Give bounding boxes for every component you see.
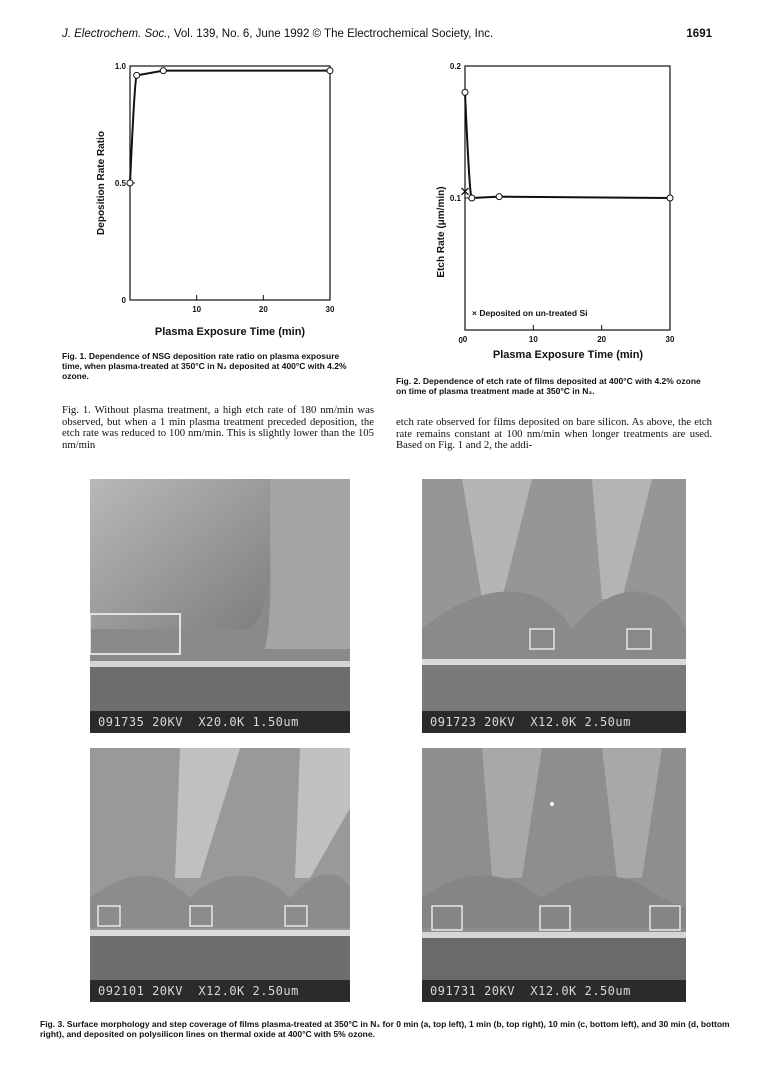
running-header xyxy=(62,28,712,44)
f2-x-tick-label: 30 xyxy=(665,335,675,344)
f1-data-point xyxy=(327,68,333,74)
f1-y-tick-label: 0.5 xyxy=(114,179,126,188)
sem-label-d: 091731 20KV X12.0K 2.50um xyxy=(422,980,686,1002)
fig2-x-axis-label: Plasma Exposure Time (min) xyxy=(492,349,644,361)
f2-data-point xyxy=(462,89,468,95)
fig1-y-axis-label: Deposition Rate Ratio xyxy=(96,131,107,235)
sem-label-a: 091735 20KV X20.0K 1.50um xyxy=(90,711,350,733)
sem-image-c xyxy=(90,748,350,1002)
f2-y-tick-label: 0.2 xyxy=(449,62,461,71)
fig2-y-axis-label: Etch Rate (μm/min) xyxy=(436,186,447,278)
fig1-series-line xyxy=(130,71,330,183)
f2-x-tick-label: 0 xyxy=(462,335,468,344)
fig2-chart xyxy=(430,52,690,372)
sem-panel-d xyxy=(422,748,686,1002)
sem-panel-a xyxy=(90,479,350,733)
f1-y-tick-label: 0 xyxy=(121,296,126,305)
f2-data-point xyxy=(469,195,475,201)
fig1-x-axis-label: Plasma Exposure Time (min) xyxy=(154,326,306,338)
f1-data-point xyxy=(160,68,166,74)
f2-x-tick-label: 20 xyxy=(597,335,607,344)
fig3-caption: Fig. 3. Surface morphology and step coverage of films plasma-treated at 350°C in N₂ for 0 min (a, top left), 1 min (b, top right), 10 min (c, bottom left), and 30 min (d, bottom right), and deposited on polysilicon lines on thermal oxide at 400°C with 5% ozone. xyxy=(40,1019,730,1039)
fig1-plot-frame xyxy=(130,66,330,300)
sem-image-d xyxy=(422,748,686,1002)
fig2-series-line xyxy=(465,92,670,198)
sem-image-a xyxy=(90,479,350,733)
f2-x-tick-label: 10 xyxy=(528,335,538,344)
body-text-right: etch rate observed for films deposited on bare silicon. As above, the etch rate remains constant at 100 nm/min when longer treatments are used. Based on Fig. 1 and 2, the addi- xyxy=(396,416,712,452)
sem-panel-c xyxy=(90,748,350,1002)
f1-data-point xyxy=(134,72,140,78)
f2-data-point xyxy=(496,194,502,200)
sem-panel-b xyxy=(422,479,686,733)
journal-citation: J. Electrochem. Soc., Vol. 139, No. 6, June 1992 © The Electrochemical Society, Inc. xyxy=(62,28,494,40)
sem-image-b xyxy=(422,479,686,733)
f1-x-tick-label: 30 xyxy=(325,305,335,314)
f1-x-tick-label: 20 xyxy=(258,305,268,314)
fig1-chart xyxy=(80,52,360,342)
f1-x-tick-label: 10 xyxy=(192,305,202,314)
body-text-left: Fig. 1. Without plasma treatment, a high etch rate of 180 nm/min was observed, but when a 1 min plasma treatment preceded deposition, the etch rate was reduced to 100 nm/min. This is slightly lower than the 105 nm/min xyxy=(62,404,374,451)
f1-data-point xyxy=(127,180,133,186)
page-number: 1691 xyxy=(686,28,712,40)
fig1-caption: Fig. 1. Dependence of NSG deposition rate ratio on plasma exposure time, when plasma-treated at 350°C in N₂ deposited at 400°C with 4.2% ozone. xyxy=(62,351,347,381)
f2-data-point xyxy=(667,195,673,201)
fig2-caption: Fig. 2. Dependence of etch rate of films deposited at 400°C with 4.2% ozone on time of plasma treatment made at 350°C in N₂. xyxy=(396,376,701,396)
f2-y-tick-label: 0.1 xyxy=(449,194,461,203)
f1-y-tick-label: 1.0 xyxy=(114,62,126,71)
fig2-legend: × Deposited on un-treated Si xyxy=(472,308,588,318)
sem-label-b: 091723 20KV X12.0K 2.50um xyxy=(422,711,686,733)
sem-label-c: 092101 20KV X12.0K 2.50um xyxy=(90,980,350,1002)
f2-origin-label: 0 xyxy=(458,336,463,345)
